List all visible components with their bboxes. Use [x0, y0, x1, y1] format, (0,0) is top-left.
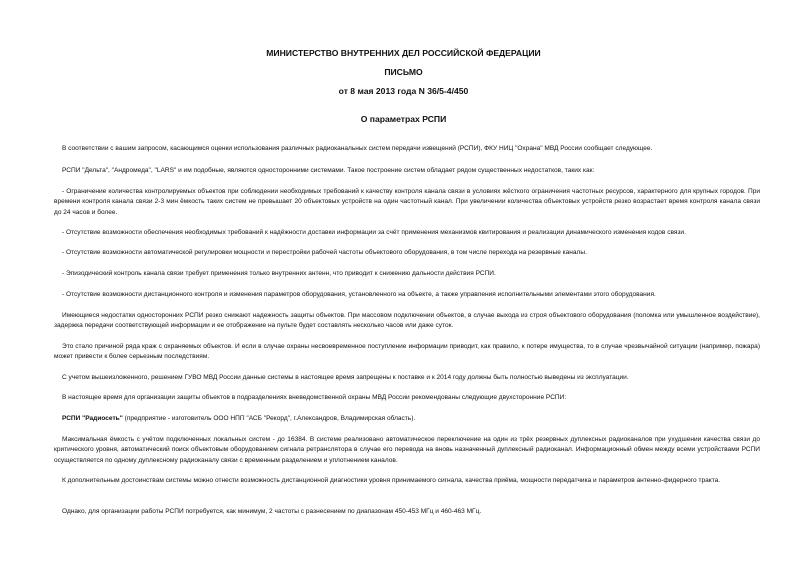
paragraph-one-way-systems: РСПИ "Дельта", "Андромеда", "LARS" и им подобные, являются односторонними системами. Такое построение систем обладает рядом существенных недостатков, таких как:: [62, 167, 595, 174]
paragraph-intro: В соответствии с вашим запросом, касающимся оценки использования различных радиоканальных систем передачи извещений (РСПИ), ФКУ НИЦ "Охрана" МВД России сообщает следующее.: [62, 145, 653, 152]
paragraph-thefts: Это стало причиной ряда краж с охраняемых объектов. И если в случае охраны несвоевременное поступление информации приводит, как правило, к потере имущества, то в случае чрезвычайной ситуации (например, пожара) может привести к более серьезным последствиям.: [54, 343, 760, 361]
paragraph-frequencies: Однако, для организации работы РСПИ потребуется, как минимум, 2 частоты с разнесением по диапазонам 450-453 МГц и 460-463 МГц.: [62, 508, 482, 515]
paragraph-capacity: Максимальная ёмкость с учётом подключенных локальных систем - до 16384. В системе реализовано автоматическое переключение на один из трёх резервных дуплексных радиоканалов при ухудшении качества связи до критического уровня, автоматический поиск объектовым оборудованием сигнала ретранслятора в случае его перевода на вновь назначенный дуплексный радиоканал. Информационный обмен между всеми устройствами РСПИ осуществляется по одному дуплексному радиоканалу связи с временным разделением и уплотнением каналов.: [54, 436, 760, 464]
paragraph-consequences: Имеющиеся недостатки односторонних РСПИ резко снижают надежность защиты объектов. При массовом подключении объектов, в случае выхода из строя объектового оборудования (поломка или умышленное воздействие), задержка передачи соответствующей информации и ее отображение на пульте будет составлять несколько часов или даже суток.: [54, 312, 760, 330]
ministry-heading: МИНИСТЕРСТВО ВНУТРЕННИХ ДЕЛ РОССИЙСКОЙ ФЕДЕРАЦИИ: [266, 48, 541, 58]
paragraph-drawback-5: - Отсутствие возможности дистанционного контроля и изменения параметров оборудования, установленного на объекте, а также управления исполнительными элементами этого оборудования.: [62, 291, 656, 298]
paragraph-recommended: В настоящее время для организации защиты объектов в подразделениях вневедомственной охраны МВД России рекомендованы следующие двухсторонние РСПИ:: [62, 394, 567, 401]
radiosset-manufacturer: (предприятие - изготовитель ООО НПП "АСБ "Рекорд", г.Александров, Владимирская область).: [122, 415, 416, 422]
paragraph-drawback-2: - Отсутствие возможности обеспечения необходимых требований к надёжности доставки информации за счёт применения механизмов квитирования и реализации динамического изменения кодов связи.: [62, 229, 686, 236]
paragraph-advantages: К дополнительным достоинствам системы можно отнести возможность дистанционной диагностики уровня принимаемого сигнала, качества приёма, мощности передатчика и параметров антенно-фидерного тракта.: [62, 477, 721, 484]
document-type: ПИСЬМО: [384, 67, 423, 77]
date-number: от 8 мая 2013 года N 36/5-4/450: [338, 86, 469, 96]
radiosset-name: РСПИ "Радиосеть": [62, 415, 123, 422]
paragraph-drawback-4: - Эпизодический контроль канала связи требует применения только внутренних антенн, что приводит к снижению дальности действия РСПИ.: [62, 270, 496, 277]
paragraph-decision: С учетом вышеизложенного, решением ГУВО МВД России данные системы в настоящее время запрещены к поставке и к 2014 году должны быть полностью выведены из эксплуатации.: [62, 374, 629, 381]
document-subject: О параметрах РСПИ: [360, 114, 447, 124]
paragraph-drawback-3: - Отсутствие возможности автоматической регулировки мощности и перестройки рабочей частоты объектового оборудования, в том числе перехода на резервные каналы.: [62, 249, 587, 256]
paragraph-drawback-1: - Ограничение количества контролируемых объектов при соблюдении необходимых требований к качеству контроля канала связи в условиях жёсткого ограничения частотных ресурсов, характерного для крупных городов. При времени контроля канала связи 2-3 мин ёмкость таких систем не превышает 20 объектовых устройств на один частотный канал. При увеличении количества объектовых устройств резко возрастает время контроля канала связи до 24 часов и более.: [54, 188, 760, 216]
paragraph-radiosset: [54, 414, 760, 424]
